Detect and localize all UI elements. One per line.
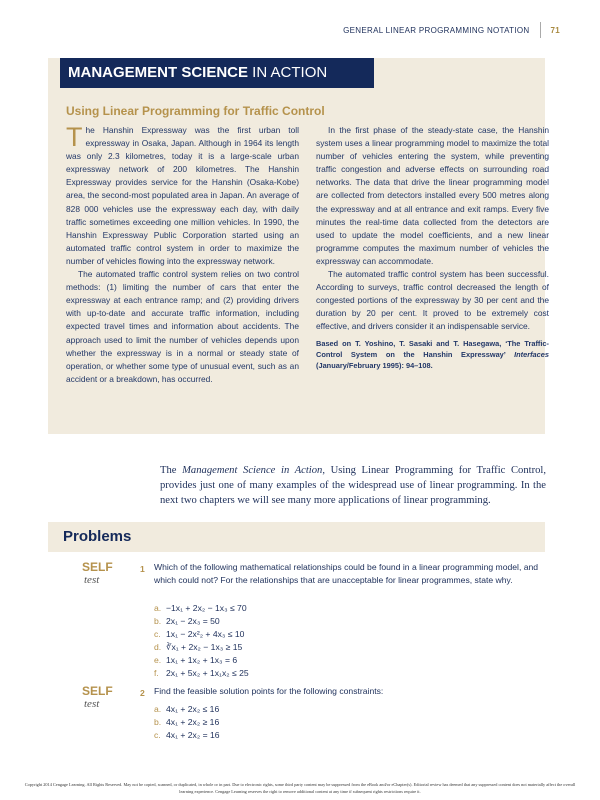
- intro-paragraph: [160, 463, 546, 508]
- problem-number: 1: [140, 564, 145, 574]
- problem-options: [154, 602, 249, 681]
- option-label: a.: [154, 603, 162, 613]
- option-label: b.: [154, 717, 162, 728]
- intro-text: The: [160, 465, 183, 476]
- problem-number: 2: [140, 688, 145, 698]
- paragraph-text: he Hanshin Expressway was the first urban toll expressway in Osaka, Japan. Although in 1964 its length was only 2.3 kilometres, today it is a large-scale urban expressway network of 200 kilometres. The Hanshin Expressway provides service for the Hanshin (Osaka-Kobe) area, the second-most populated area in Japan. An average of 828 000 vehicles use the expressway each day, with daily traffic sometimes exceeding one million vehicles. In 1990, the Hanshin Expressway Public Corporation started using an automated traffic control system in order to maximize the number of vehicles flowing into the expressway network.: [66, 125, 299, 266]
- option-label: f.: [154, 668, 159, 679]
- drop-cap: T: [66, 122, 83, 152]
- self-test-label-test: test: [84, 574, 100, 586]
- paragraph: In the first phase of the steady-state case, the Hanshin system uses a linear programming model to maximize the total number of vehicles entering the system, while preventing traffic congestion and adverse effects on surrounding road networks. The data that drive the linear programming model are collected from detectors installed every 500 metres along the expressway and at all entrance and exit ramps. Every five minutes the real-time data collected from the detectors are used to update the model coefficients, and a new linear programme computes the maximum number of vehicles the expressway can accommodate.: [316, 125, 549, 266]
- option-item: [154, 641, 249, 654]
- self-test-label-test: test: [84, 698, 100, 710]
- option-item: [154, 615, 249, 628]
- section-title: Using Linear Programming for Traffic Control: [66, 104, 325, 118]
- option-label: d.: [154, 642, 162, 653]
- left-column: [66, 124, 299, 386]
- option-expression: 2x₁ + 5x₂ + 1x₁x₂ ≤ 25: [166, 668, 249, 679]
- problems-heading: Problems: [63, 528, 132, 545]
- header-divider: [540, 22, 541, 38]
- problem-options: [154, 703, 220, 742]
- intro-emphasis: Management Science in Action: [182, 465, 323, 476]
- citation-journal: Interfaces: [514, 349, 549, 359]
- option-expression: 4x₁ + 2x₂ = 16: [166, 730, 220, 741]
- box-title: [60, 58, 374, 88]
- self-test-label: SELF: [82, 684, 113, 698]
- citation-text: Based on T. Yoshino, T. Sasaki and T. Hasegawa, ‘The Traffic-Control System on the Hanshin Expressway’: [316, 338, 549, 359]
- option-item: [154, 602, 249, 615]
- paragraph: The automated traffic control system relies on two control methods: (1) limiting the number of cars that enter the expressway at each entrance ramp; and (2) providing drivers with up-to-date and accurate traffic information, including expected travel times and information about accidents. The approach used to limit the number of vehicles depends upon whether the expressway is in a normal or steady state of operation, or whether some type of unusual event, such as an accident or a breakdown, has occurred.: [66, 269, 299, 384]
- option-item: [154, 716, 220, 729]
- box-title-bold: MANAGEMENT SCIENCE: [68, 64, 249, 81]
- option-expression: 4x₁ + 2x₂ ≤ 16: [166, 704, 220, 714]
- option-label: c.: [154, 629, 161, 640]
- option-expression: 1x₁ + 1x₂ + 1x₃ = 6: [166, 655, 238, 666]
- intro-text: , Using Linear Programming for Traffic Control, provides just one of many examples of the widespread use of linear programming. In the next two chapters we will see many more applications of linear programming.: [160, 465, 546, 506]
- option-item: [154, 667, 249, 680]
- option-expression: 2x₁ − 2x₃ = 50: [166, 616, 220, 627]
- right-column: [316, 124, 549, 371]
- page-number: 71: [550, 25, 560, 35]
- paragraph: The automated traffic control system has been successful. According to surveys, traffic control decreased the length of congested portions of the expressway by 30 per cent and the duration by 20 per cent. It proved to be extremely cost effective, and drivers consider it an indispensable service.: [316, 269, 549, 332]
- option-label: e.: [154, 655, 162, 666]
- running-header: [343, 22, 560, 38]
- running-title: GENERAL LINEAR PROGRAMMING NOTATION: [343, 25, 530, 35]
- option-item: [154, 729, 220, 742]
- option-expression: −1x₁ + 2x₂ − 1x₃ ≤ 70: [166, 603, 247, 613]
- option-expression: ∛x₁ + 2x₂ − 1x₃ ≥ 15: [166, 642, 243, 653]
- paragraph: [66, 124, 299, 268]
- option-item: [154, 628, 249, 641]
- box-title-rest: IN ACTION: [248, 64, 328, 81]
- option-item: [154, 703, 220, 716]
- option-expression: 4x₁ + 2x₂ ≥ 16: [166, 717, 220, 728]
- citation: [316, 338, 549, 371]
- problem-text: Find the feasible solution points for the following constraints:: [154, 686, 384, 696]
- self-test-label: SELF: [82, 560, 113, 574]
- problems-header: [48, 522, 545, 552]
- option-label: a.: [154, 704, 162, 714]
- option-label: b.: [154, 616, 162, 627]
- option-expression: 1x₁ − 2x²₂ + 4x₃ ≤ 10: [166, 629, 245, 640]
- option-item: [154, 654, 249, 667]
- citation-text: (January/February 1995): 94–108.: [316, 360, 433, 370]
- option-label: c.: [154, 730, 161, 741]
- problem-text: Which of the following mathematical relationships could be found in a linear programming model, and which could not? For the relationships that are unacceptable for linear programmes, state why.: [154, 562, 539, 585]
- copyright-footer: Copyright 2014 Cengage Learning. All Rights Reserved. May not be copied, scanned, or duplicated, in whole or in part. Due to electronic rights, some third party content may be suppressed from the eBook and/or eChapter(s). Editorial review has deemed that any suppressed content does not materially affect the overall learning experience. Cengage Learning reserves the right to remove additional content at any time if subsequent rights restrictions require it.: [24, 782, 576, 794]
